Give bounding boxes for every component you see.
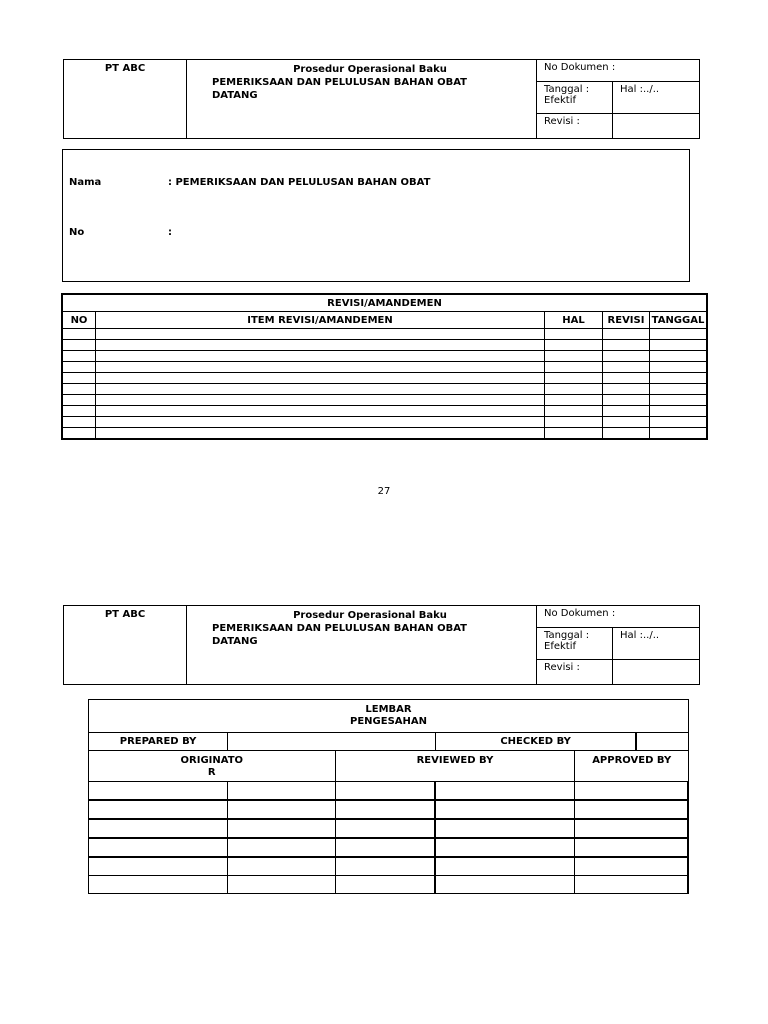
no-dokumen: No Dokumen : — [537, 606, 700, 628]
table-row — [89, 838, 689, 857]
col-no: NO — [62, 312, 96, 329]
table-row — [62, 417, 707, 428]
table-row — [62, 395, 707, 406]
table-row — [62, 362, 707, 373]
table-row — [89, 782, 689, 801]
table-row — [62, 428, 707, 440]
col-item: ITEM REVISI/AMANDEMEN — [96, 312, 545, 329]
tanggal-efektif — [537, 628, 613, 660]
page-number: 27 — [377, 486, 391, 497]
revision-table-title: REVISI/AMANDEMEN — [62, 294, 707, 312]
prepared-by-label: PREPARED BY — [89, 733, 228, 751]
originator-line2: R — [207, 767, 216, 778]
company-name: PT ABC — [64, 606, 187, 685]
tanggal-label: Tanggal : — [544, 84, 590, 95]
approved-by-label: APPROVED BY — [575, 751, 689, 782]
efektif-label: Efektif — [544, 95, 577, 106]
table-row — [62, 340, 707, 351]
efektif-label: Efektif — [544, 641, 577, 652]
col-hal: HAL — [545, 312, 603, 329]
table-row — [89, 876, 689, 894]
revisi-empty-cell — [613, 660, 700, 685]
sop-subject-line2: DATANG — [212, 90, 258, 101]
document-header-1 — [63, 59, 700, 139]
no-label: No — [69, 227, 85, 238]
table-row — [62, 329, 707, 340]
sop-subject-line1: PEMERIKSAAN DAN PELULUSAN BAHAN OBAT — [212, 77, 467, 88]
originator-label — [89, 751, 336, 782]
originator-line1: ORIGINATO — [180, 755, 244, 766]
approval-table — [88, 699, 689, 894]
sop-title: Prosedur Operasional Baku — [293, 610, 447, 621]
col-revisi: REVISI — [603, 312, 650, 329]
nama-value: : PEMERIKSAAN DAN PELULUSAN BAHAN OBAT — [168, 177, 431, 188]
table-row — [62, 351, 707, 362]
checked-by-value — [636, 733, 688, 751]
reviewed-by-label: REVIEWED BY — [335, 751, 575, 782]
document-header-2 — [63, 605, 700, 685]
table-row — [89, 819, 689, 838]
hal-field: Hal :../.. — [613, 82, 700, 114]
approval-title — [89, 700, 689, 733]
approval-title-line2: PENGESAHAN — [350, 716, 427, 727]
company-name: PT ABC — [64, 60, 187, 139]
sop-title: Prosedur Operasional Baku — [293, 64, 447, 75]
sop-title-cell — [187, 60, 537, 139]
col-tanggal: TANGGAL — [650, 312, 708, 329]
prepared-by-value — [228, 733, 436, 751]
revisi-field: Revisi : — [537, 660, 613, 685]
table-row — [62, 373, 707, 384]
tanggal-label: Tanggal : — [544, 630, 590, 641]
sop-subject-line2: DATANG — [212, 636, 258, 647]
sop-title-cell — [187, 606, 537, 685]
nama-label: Nama — [69, 177, 102, 188]
revisi-field: Revisi : — [537, 114, 613, 139]
checked-by-label: CHECKED BY — [435, 733, 636, 751]
table-row — [89, 857, 689, 876]
approval-title-line1: LEMBAR — [365, 704, 412, 715]
table-row — [62, 384, 707, 395]
no-dokumen: No Dokumen : — [537, 60, 700, 82]
no-value: : — [168, 227, 172, 238]
tanggal-efektif — [537, 82, 613, 114]
table-row — [62, 406, 707, 417]
sop-subject-line1: PEMERIKSAAN DAN PELULUSAN BAHAN OBAT — [212, 623, 467, 634]
revision-table — [61, 293, 708, 440]
table-row — [89, 800, 689, 819]
identity-box — [62, 149, 690, 282]
revisi-empty-cell — [613, 114, 700, 139]
hal-field: Hal :../.. — [613, 628, 700, 660]
